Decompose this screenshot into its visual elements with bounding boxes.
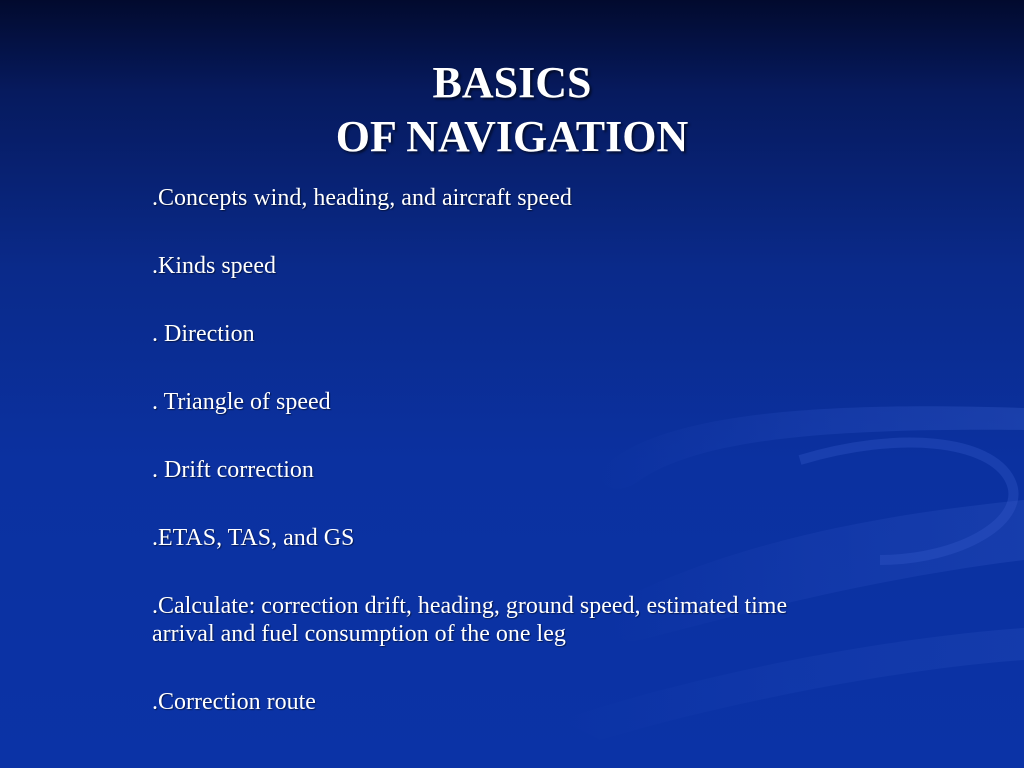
bullet-item: . Triangle of speed [152,389,331,415]
bullet-item: .Concepts wind, heading, and aircraft speed [152,185,572,211]
bullet-list [152,184,852,756]
slide-title-line2: OF NAVIGATION [335,112,689,161]
bullet-item: . Direction [152,321,255,347]
slide-title [0,56,1024,164]
bullet-item: . Drift correction [152,457,314,483]
bullet-item: .ETAS, TAS, and GS [152,525,355,551]
slide-title-line1: BASICS [432,58,592,107]
bullet-item: .Kinds speed [152,253,276,279]
bullet-item: .Correction route [152,689,316,715]
bullet-item: .Calculate: correction drift, heading, ground speed, estimated time arrival and fuel consumption of the one leg [152,593,788,647]
